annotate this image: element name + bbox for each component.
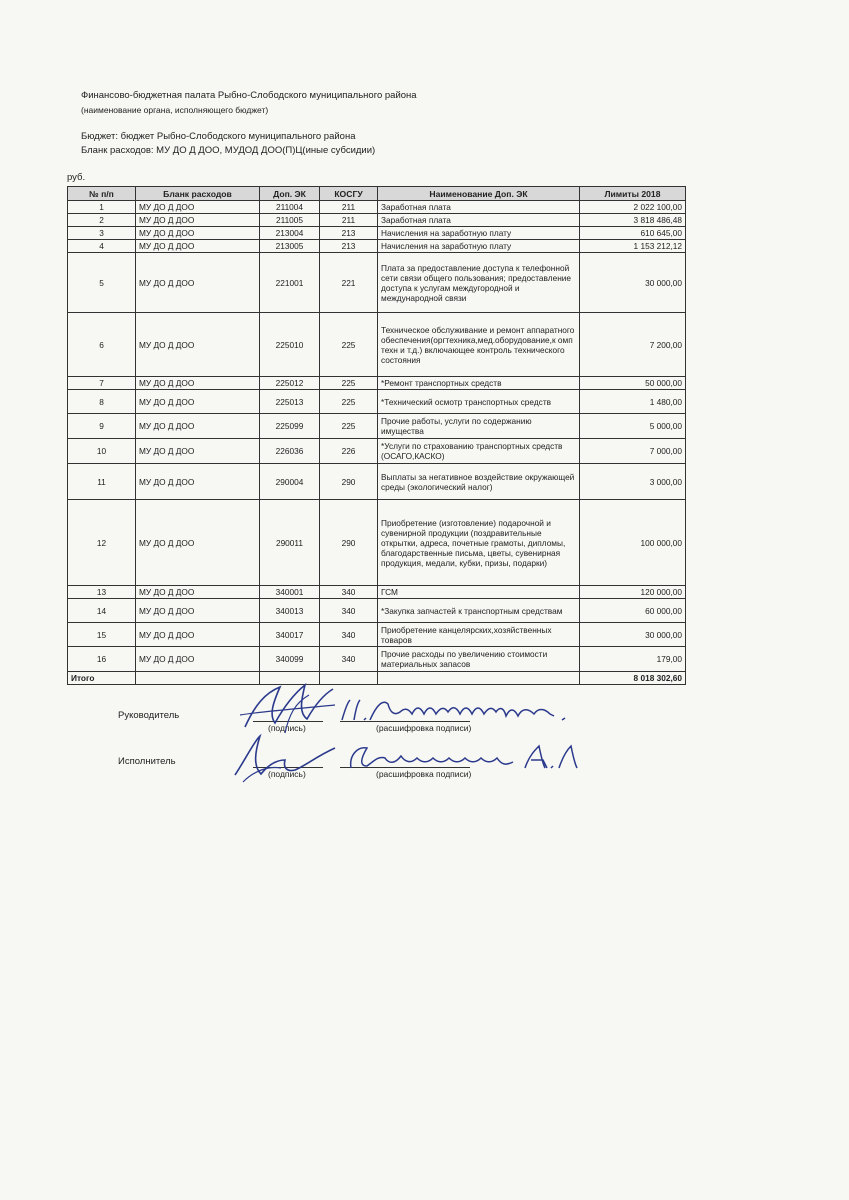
row-blank: МУ ДО Д ДОО xyxy=(136,500,260,586)
row-kosgu: 225 xyxy=(320,377,378,390)
row-blank: МУ ДО Д ДОО xyxy=(136,439,260,464)
table-row xyxy=(68,414,686,439)
row-number: 8 xyxy=(68,390,136,414)
row-limit: 50 000,00 xyxy=(580,377,686,390)
row-blank: МУ ДО Д ДОО xyxy=(136,214,260,227)
row-kosgu: 211 xyxy=(320,214,378,227)
row-name: *Ремонт транспортных средств xyxy=(378,377,580,390)
head-label: Руководитель xyxy=(118,710,180,721)
row-number: 6 xyxy=(68,313,136,377)
row-blank: МУ ДО Д ДОО xyxy=(136,313,260,377)
row-limit: 3 000,00 xyxy=(580,464,686,500)
row-name: ГСМ xyxy=(378,586,580,599)
row-name: Заработная плата xyxy=(378,214,580,227)
limits-table xyxy=(67,186,686,685)
head-name-handwriting-icon xyxy=(338,694,578,728)
total-row xyxy=(68,672,686,685)
row-blank: МУ ДО Д ДОО xyxy=(136,240,260,253)
row-blank: МУ ДО Д ДОО xyxy=(136,623,260,647)
row-kosgu: 340 xyxy=(320,586,378,599)
row-name: Прочие расходы по увеличению стоимости материальных запасов xyxy=(378,647,580,672)
row-limit: 5 000,00 xyxy=(580,414,686,439)
row-name: Начисления на заработную плату xyxy=(378,227,580,240)
row-ek: 290011 xyxy=(260,500,320,586)
row-kosgu: 213 xyxy=(320,240,378,253)
row-name: Плата за предоставление доступа к телефонной сети связи общего пользования; предоставление доступа к услугам междугородной и международной связи xyxy=(378,253,580,313)
row-limit: 1 153 212,12 xyxy=(580,240,686,253)
table-header-row xyxy=(68,187,686,201)
row-name: Начисления на заработную плату xyxy=(378,240,580,253)
row-number: 14 xyxy=(68,599,136,623)
row-number: 16 xyxy=(68,647,136,672)
row-limit: 60 000,00 xyxy=(580,599,686,623)
row-ek: 340017 xyxy=(260,623,320,647)
row-blank: МУ ДО Д ДОО xyxy=(136,390,260,414)
row-number: 7 xyxy=(68,377,136,390)
table-row xyxy=(68,227,686,240)
table-row xyxy=(68,464,686,500)
row-name: Приобретение (изготовление) подарочной и сувенирной продукции (поздравительные открытки, адреса, почетные грамоты, дипломы, благодарственные письма, цветы, сувенирная продукция, медали, кубки, призы, подарки) xyxy=(378,500,580,586)
unit-label: руб. xyxy=(67,172,86,183)
org-name: Финансово-бюджетная палата Рыбно-Слободского муниципального района xyxy=(81,90,417,101)
row-blank: МУ ДО Д ДОО xyxy=(136,201,260,214)
row-limit: 1 480,00 xyxy=(580,390,686,414)
row-name: Техническое обслуживание и ремонт аппаратного обеспечения(оргтехника,мед.оборудование,к омп техн и т.д.) включающее контроль технического состояния xyxy=(378,313,580,377)
org-caption: (наименование органа, исполняющего бюджет) xyxy=(81,105,269,115)
row-blank: МУ ДО Д ДОО xyxy=(136,647,260,672)
row-number: 4 xyxy=(68,240,136,253)
col-number-header: № п/п xyxy=(68,187,136,201)
row-limit: 120 000,00 xyxy=(580,586,686,599)
row-limit: 179,00 xyxy=(580,647,686,672)
row-limit: 30 000,00 xyxy=(580,253,686,313)
row-limit: 7 000,00 xyxy=(580,439,686,464)
row-limit: 30 000,00 xyxy=(580,623,686,647)
row-kosgu: 290 xyxy=(320,464,378,500)
head-decode-caption: (расшифровка подписи) xyxy=(376,723,472,733)
col-kosgu-header: КОСГУ xyxy=(320,187,378,201)
row-ek: 225012 xyxy=(260,377,320,390)
total-empty-cell xyxy=(378,672,580,685)
row-number: 11 xyxy=(68,464,136,500)
row-limit: 7 200,00 xyxy=(580,313,686,377)
row-number: 13 xyxy=(68,586,136,599)
row-ek: 213005 xyxy=(260,240,320,253)
row-number: 3 xyxy=(68,227,136,240)
row-blank: МУ ДО Д ДОО xyxy=(136,599,260,623)
row-number: 9 xyxy=(68,414,136,439)
table-row xyxy=(68,201,686,214)
table-row xyxy=(68,240,686,253)
row-blank: МУ ДО Д ДОО xyxy=(136,227,260,240)
row-kosgu: 290 xyxy=(320,500,378,586)
total-value: 8 018 302,60 xyxy=(580,672,686,685)
row-kosgu: 226 xyxy=(320,439,378,464)
row-number: 15 xyxy=(68,623,136,647)
row-kosgu: 221 xyxy=(320,253,378,313)
row-name: Заработная плата xyxy=(378,201,580,214)
row-ek: 340001 xyxy=(260,586,320,599)
row-ek: 340099 xyxy=(260,647,320,672)
row-ek: 221001 xyxy=(260,253,320,313)
row-name: *Закупка запчастей к транспортным средствам xyxy=(378,599,580,623)
table-row xyxy=(68,377,686,390)
row-blank: МУ ДО Д ДОО xyxy=(136,414,260,439)
col-blank-header: Бланк расходов xyxy=(136,187,260,201)
row-ek: 211005 xyxy=(260,214,320,227)
row-limit: 3 818 486,48 xyxy=(580,214,686,227)
table-row xyxy=(68,586,686,599)
row-number: 10 xyxy=(68,439,136,464)
row-name: Выплаты за негативное воздействие окружающей среды (экологический налог) xyxy=(378,464,580,500)
blank-line: Бланк расходов: МУ ДО Д ДОО, МУДОД ДОО(П)Ц(иные субсидии) xyxy=(81,145,376,156)
row-name: *Технический осмотр транспортных средств xyxy=(378,390,580,414)
table-row xyxy=(68,500,686,586)
row-blank: МУ ДО Д ДОО xyxy=(136,253,260,313)
row-kosgu: 225 xyxy=(320,414,378,439)
total-label: Итого xyxy=(68,672,136,685)
row-blank: МУ ДО Д ДОО xyxy=(136,586,260,599)
col-name-header: Наименование Доп. ЭК xyxy=(378,187,580,201)
table-row xyxy=(68,647,686,672)
row-ek: 213004 xyxy=(260,227,320,240)
row-ek: 340013 xyxy=(260,599,320,623)
row-name: *Услуги по страхованию транспортных средств (ОСАГО,КАСКО) xyxy=(378,439,580,464)
row-kosgu: 340 xyxy=(320,599,378,623)
row-number: 1 xyxy=(68,201,136,214)
row-ek: 211004 xyxy=(260,201,320,214)
table-row xyxy=(68,390,686,414)
table-row xyxy=(68,623,686,647)
row-kosgu: 213 xyxy=(320,227,378,240)
executor-decode-caption: (расшифровка подписи) xyxy=(376,769,472,779)
row-ek: 226036 xyxy=(260,439,320,464)
table-row xyxy=(68,439,686,464)
row-kosgu: 225 xyxy=(320,313,378,377)
head-sign-caption: (подпись) xyxy=(268,723,306,733)
row-number: 5 xyxy=(68,253,136,313)
row-ek: 290004 xyxy=(260,464,320,500)
executor-name-handwriting-icon xyxy=(345,742,580,774)
col-limit-header: Лимиты 2018 xyxy=(580,187,686,201)
budget-line: Бюджет: бюджет Рыбно-Слободского муниципального района xyxy=(81,131,356,142)
row-limit: 2 022 100,00 xyxy=(580,201,686,214)
row-kosgu: 340 xyxy=(320,623,378,647)
executor-sign-caption: (подпись) xyxy=(268,769,306,779)
row-name: Прочие работы, услуги по содержанию имущества xyxy=(378,414,580,439)
row-blank: МУ ДО Д ДОО xyxy=(136,377,260,390)
row-kosgu: 225 xyxy=(320,390,378,414)
table-row xyxy=(68,253,686,313)
row-name: Приобретение канцелярских,хозяйственных товаров xyxy=(378,623,580,647)
row-ek: 225099 xyxy=(260,414,320,439)
col-ek-header: Доп. ЭК xyxy=(260,187,320,201)
table-row xyxy=(68,313,686,377)
executor-label: Исполнитель xyxy=(118,756,176,767)
executor-signature-icon xyxy=(225,730,355,790)
row-kosgu: 340 xyxy=(320,647,378,672)
row-number: 2 xyxy=(68,214,136,227)
row-limit: 100 000,00 xyxy=(580,500,686,586)
row-kosgu: 211 xyxy=(320,201,378,214)
row-ek: 225010 xyxy=(260,313,320,377)
row-blank: МУ ДО Д ДОО xyxy=(136,464,260,500)
table-row xyxy=(68,599,686,623)
row-number: 12 xyxy=(68,500,136,586)
table-row xyxy=(68,214,686,227)
row-limit: 610 645,00 xyxy=(580,227,686,240)
row-ek: 225013 xyxy=(260,390,320,414)
